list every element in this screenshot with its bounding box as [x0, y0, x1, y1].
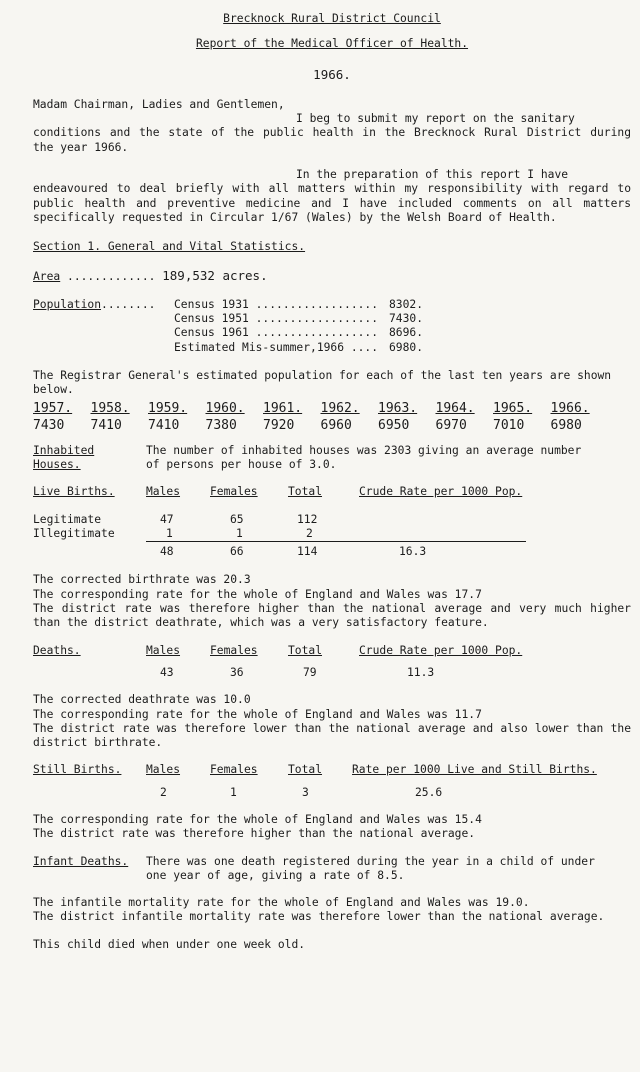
population-cell: 7430	[33, 417, 65, 433]
population-cell: 7410	[90, 417, 122, 433]
year-cell: 1959.	[148, 400, 188, 416]
closing-note: This child died when under one week old.	[33, 937, 306, 951]
census-value: 8696.	[389, 326, 424, 340]
row-label: Illegitimate	[33, 526, 115, 540]
year-cell: 1957.	[33, 400, 73, 416]
salutation: Madam Chairman, Ladies and Gentlemen,	[33, 97, 285, 111]
year-cell: 1965.	[493, 400, 533, 416]
population-cell: 7010	[493, 417, 525, 433]
census-label: Census 1951 ..................	[174, 312, 379, 326]
census-label: Estimated Mis-summer,1966 ....	[174, 340, 379, 354]
population-cell: 7410	[148, 417, 180, 433]
infant-deaths: Infant Deaths. There was one death registered during the year in a child of under one year of age, giving a rate of 8.5.	[33, 854, 595, 882]
intro-para1-rest: conditions and the state of the public health in the Brecknock Rural District during the year 1966.	[33, 126, 631, 154]
census-label: Census 1961 ..................	[174, 326, 379, 340]
inhabited-text: The number of inhabited houses was 2303 giving an average number of persons per house of 3.0.	[146, 443, 582, 471]
year-cell: 1960.	[205, 400, 245, 416]
year-cell: 1964.	[435, 400, 475, 416]
estimates-text: The Registrar General's estimated population for each of the last ten years are shown below.	[33, 369, 612, 397]
intro-para2-rest: endeavoured to deal briefly with all matters within my responsibility with regard to public health and preventive medicine and I have included comments on all matters specifically requested in Circular 1/67 (Wales) by the Welsh Board of Health.	[33, 182, 631, 224]
population-cell: 7380	[205, 417, 237, 433]
deaths-table: Deaths. Males Females Total Crude Rate per 1000 Pop. 43 36 79 11.3	[33, 643, 523, 679]
deaths-notes: The corrected deathrate was 10.0 The corresponding rate for the whole of England and Wales was 11.7 The district rate was therefore lower than the national average and also lower than the district birthrate.	[33, 693, 631, 750]
year-cell: 1966.	[550, 400, 590, 416]
still-births-table: Still Births. Males Females Total Rate per 1000 Live and Still Births. 2 1 3 25.6	[33, 763, 597, 799]
population-cell: 6950	[378, 417, 410, 433]
years-table	[33, 400, 608, 434]
row-label: Legitimate	[33, 512, 102, 526]
intro-para2-first: In the preparation of this report I have	[296, 168, 569, 182]
report-title: Report of the Medical Officer of Health.	[195, 37, 469, 51]
census-label: Census 1931 ..................	[174, 297, 379, 311]
census-value: 6980.	[389, 340, 424, 354]
live-births-notes: The corrected birthrate was 20.3 The corresponding rate for the whole of England and Wales was 17.7 The district rate was therefore higher than the national average and very much higher than the district deathrate, which was a very satisfactory feature.	[33, 573, 631, 630]
council-name: Brecknock Rural District Council	[223, 12, 441, 25]
census-value: 7430.	[389, 312, 424, 326]
population-cell: 6960	[320, 417, 352, 433]
section-title: Section 1. General and Vital Statistics.	[33, 240, 306, 254]
report-year: 1966.	[313, 66, 351, 82]
year-cell: 1961.	[263, 400, 303, 416]
still-births-notes: The corresponding rate for the whole of England and Wales was 15.4 The district rate was therefore higher than the national average.	[33, 812, 482, 841]
intro-para1-first: I beg to submit my report on the sanitary	[296, 112, 575, 126]
population-cell: 6970	[435, 417, 467, 433]
census-value: 8302.	[389, 297, 424, 311]
year-cell: 1962.	[320, 400, 360, 416]
population-block: Population........ Census 1931 .................. 8302. Census 1951 .................. 7430. Census 1961 .................. 8696. Estimated Mis-summer,1966 .... 6980.	[33, 297, 424, 354]
area-line: Area ............. 189,532 acres.	[33, 267, 268, 283]
report-page	[33, 12, 631, 952]
population-cell: 7920	[263, 417, 295, 433]
population-cell: 6980	[550, 417, 582, 433]
infant-notes: The infantile mortality rate for the whole of England and Wales was 19.0. The district infantile mortality rate was therefore lower than the national average.	[33, 896, 605, 924]
inhabited-houses: Inhabited Houses. The number of inhabited houses was 2303 giving an average number of persons per house of 3.0.	[33, 443, 582, 471]
year-cell: 1958.	[90, 400, 130, 416]
year-cell: 1963.	[378, 400, 418, 416]
live-births-table: Live Births. Males Females Total Crude Rate per 1000 Pop. Legitimate 47 65 112 Illegitimate 1 1 2 48 66 114 16.3	[33, 485, 523, 559]
